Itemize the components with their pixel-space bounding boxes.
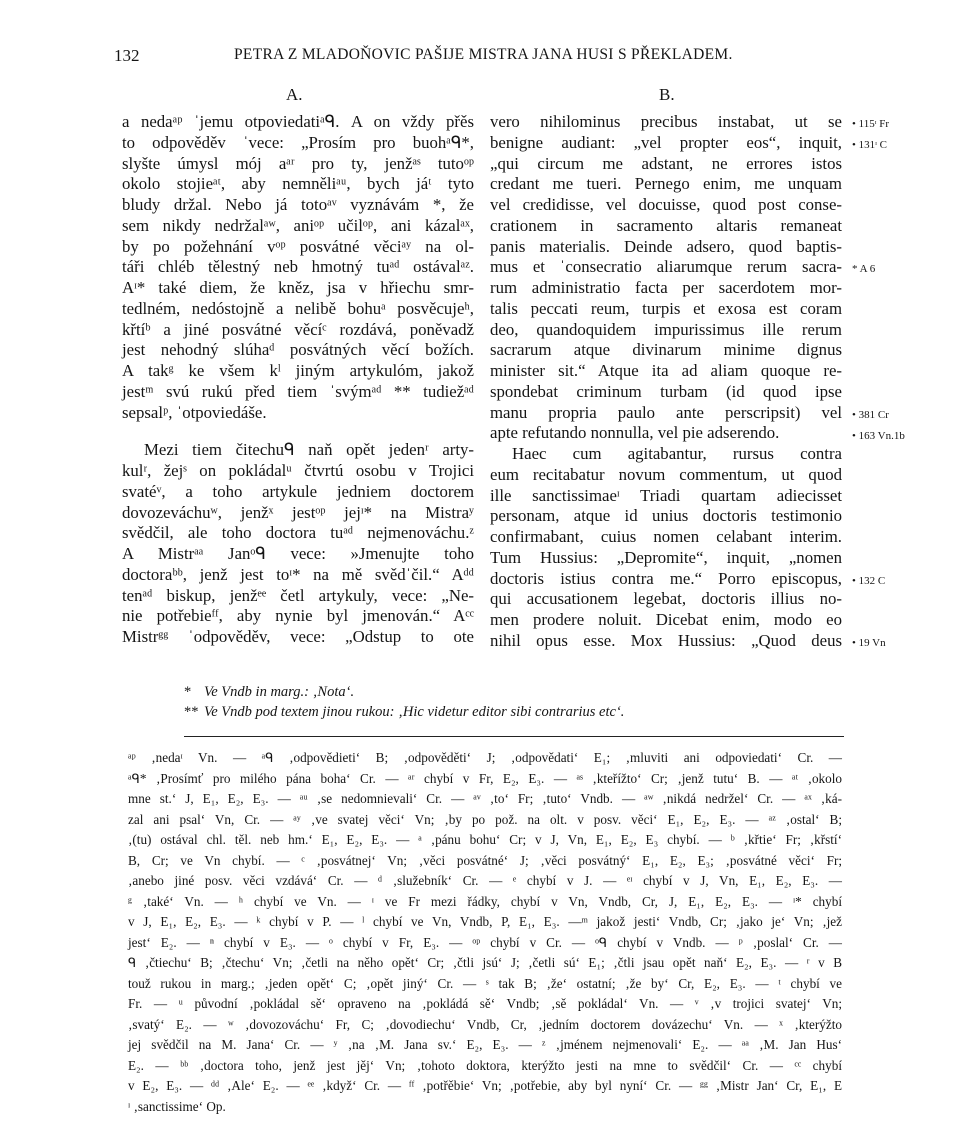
- text-line: okolo stojieᵃᵗ, aby nemněliᵃᵘ, bych jáᵗ tyto: [122, 174, 474, 194]
- critical-apparatus: [128, 748, 842, 1117]
- text-line: vero nihilominus precibus instabat, ut se: [490, 112, 842, 131]
- text-line: rum administratio facta per sacerdotem mor-: [490, 278, 842, 297]
- page-number: 132: [114, 46, 140, 65]
- apparatus-line: E₂. — ᵇᵇ ‚doctora toho, jenž jest jěj‘ Vn; ‚tohoto doktora, kterýžto jesti na mne to svědčil‘ Cr. — ᶜᶜ chybí: [128, 1057, 842, 1073]
- apparatus-line: ᶦ ‚sanctissime‘ Op.: [128, 1098, 226, 1114]
- text-line: eum recitabatur novum commentum, ut quod: [490, 464, 842, 484]
- text-line: A Mistrᵃᵃ Janᵒᑫ vece: »Jmenujte toho: [122, 544, 474, 563]
- text-line: to odpověděv ˈvece: „Prosím pro buohᵃᑫ*,: [122, 132, 474, 152]
- apparatus-line: B, Cr; ve Vn chybí. — ᶜ ‚posvátnej‘ Vn; ‚věci posvátné‘ J; ‚věci posvátný‘ E₁, E₂, E₃; ‚posvátné věci‘ Fr;: [128, 852, 842, 868]
- text-line: doctoris istius contra me.“ Porro episcopus,: [490, 568, 842, 588]
- text-line: slyšte úmysl mój aᵃʳ pro ty, jenžᵃˢ tutoᵒᵖ: [122, 153, 474, 173]
- text-line: A takᵍ ke všem kˡ jiným artykulóm, jakož: [122, 361, 474, 380]
- text-line: jestᵐ svú rukú před tiem ˈsvýmᵃᵈ ** tudiežᵃᵈ: [122, 381, 474, 401]
- text-line: Mistrᵍᵍ ˈodpověděv, vece: „Odstup to ote: [122, 627, 474, 646]
- text-line: nie potřebieᶠᶠ, aby nynie byl jmenován.“ Aᶜᶜ: [122, 606, 474, 626]
- text-line: doctoraᵇᵇ, jenž jest toᶦ* na mě svědˈčil.“ Aᵈᵈ: [122, 564, 474, 584]
- marginal-note: • 115ᶦ Fr: [852, 118, 890, 130]
- running-head: PETRA Z MLADOŇOVIC PAŠIJE MISTRA JANA HUSI S PŘEKLADEM.: [234, 46, 733, 63]
- text-line: Aᶦ* také diem, že kněz, jsa v hřiechu smr-: [122, 278, 474, 297]
- apparatus-line: ‚(tu) ostával chl. těl. neb hm.‘ E₁, E₂, E₃. — ᵃ ‚pánu bohu‘ Cr; v J, Vn, E₁, E₂, E₃ chybí. — ᵇ ‚křtie‘ Fr; ‚křstí‘: [128, 832, 842, 847]
- text-line: men prodere noluit. Dicebat enim, modo eo: [490, 610, 842, 629]
- apparatus-line: touž rukou in marg.; ‚jeden opět‘ C; ‚opět jiný‘ Cr. — ˢ tak B; ‚že‘ ostatní; ‚že by‘ Cr, E₂, E₃. — ᵗ chybí ve: [128, 975, 842, 991]
- column-a-label: A.: [286, 85, 303, 104]
- text-line: Mezi tiem čitechuᑫ naň opět jedenʳ arty-: [144, 440, 474, 460]
- text-line: spondebat criminum turbam (id quod ipse: [490, 381, 842, 401]
- column-b-latin-text: [490, 112, 842, 652]
- apparatus-line: jest‘ E₂. — ⁿ chybí v E₃. — ᵒ chybí v Fr, E₃. — ᵒᵖ chybí v Cr. — ᵒᑫ chybí v Vndb. — ᵖ ‚poslal‘ Cr. —: [128, 934, 842, 950]
- text-line: dovozeváchuʷ, jenžˣ jestᵒᵖ jejᶦ* na Mistraʸ: [122, 502, 474, 522]
- text-line: talis peccati reum, turpis et exosa est coram: [490, 298, 842, 318]
- text-line: personam, atque id unius doctoris testimonio: [490, 506, 842, 526]
- divider-rule: [184, 736, 844, 737]
- text-line: crationem in sacramento altaris remaneat: [490, 215, 842, 235]
- marginal-note: • 381 Cr: [852, 409, 889, 421]
- footnote-symbol: *: [184, 684, 192, 700]
- marginal-note: • 132 C: [852, 575, 886, 587]
- apparatus-line: mne st.‘ J, E₁, E₂, E₃. — ᵃᵘ ‚se nedomnievali‘ Cr. — ᵃᵛ ‚to‘ Fr; ‚tuto‘ Vndb. — ᵃʷ ‚nikdá nedržel‘ Cr. — ᵃˣ ‚ká-: [128, 791, 842, 806]
- apparatus-line: v E₂, E₃. — ᵈᵈ ‚Ale‘ E₂. — ᵉᵉ ‚když‘ Cr. — ᶠᶠ ‚potřěbie‘ Vn; ‚potřebie, aby byl nyní‘ Cr. — ᵍᵍ ‚Mistr Jan‘ Cr, E₁, E: [128, 1078, 842, 1093]
- marginal-note: • 19 Vn: [852, 637, 886, 649]
- text-line: Tum Hussius: „Depromite“, inquit, „nomen: [490, 547, 842, 567]
- marginal-note: • 163 Vn.1b: [852, 430, 905, 442]
- apparatus-line: ‚svatý‘ E₂. — ʷ ‚dovozováchu‘ Fr, C; ‚dovodiechu‘ Vndb, Cr, ‚jedním doctorem dovázechu‘ Vn. — ˣ ‚kterýžto: [128, 1016, 842, 1032]
- text-line: confirmabant, cuius nomen celabant interim.: [490, 527, 842, 546]
- text-line: benigne audiant: „vel propter eos“, inquit,: [490, 132, 842, 152]
- text-line: panis materialis. Deinde adsero, quod baptis-: [490, 236, 842, 256]
- apparatus-line: ᵃᑫ* ‚Prosímť pro milého pána boha‘ Cr. — ᵃʳ chybí v Fr, E₂, E₃. — ᵃˢ ‚kteřížto‘ Cr; ‚jenž tutu‘ B. — ᵃᵗ ‚okolo: [128, 770, 842, 786]
- paragraph-gap: [122, 423, 474, 440]
- text-line: „qui circum me adstant, ne errores istos: [490, 153, 842, 173]
- text-line: nihil opus esse. Mox Hussius: „Quod deus: [490, 630, 842, 650]
- text-line: minister sit.“ Atque ita ad aliam quoque re-: [490, 361, 842, 380]
- apparatus-line: v J, E₁, E₂, E₃. — ᵏ chybí v P. — ˡ chybí ve Vn, Vndb, P, E₁, E₃. —ᵐ jakož jesti‘ Vndb, Cr; ‚jako je‘ Vn; ‚jež: [128, 914, 842, 929]
- page-header: [114, 46, 894, 70]
- text-line: mus et ˈconsecratio aliarumque rerum sacra-: [490, 257, 842, 277]
- text-line: ille sanctissimaeᶦ Triadi quartam adiecisset: [490, 485, 842, 505]
- text-line: sepsalᵖ, ˈotpoviedáše.: [122, 402, 267, 422]
- footnote-1: [184, 684, 354, 701]
- footnote-text: Ve Vndb in marg.: ‚Nota‘.: [204, 684, 355, 700]
- text-line: tedlném, nedóstojně a nelibě bohuᵃ posvěcujeʰ,: [122, 298, 474, 318]
- apparatus-line: Fr. — ᵘ původní ‚pokládal sě‘ opraveno na ‚pokládá sě‘ Vndb; ‚sě pokládal‘ Vn. — ᵛ ‚v trojici svatej‘ Vn;: [128, 996, 842, 1011]
- column-b-label: B.: [659, 85, 675, 104]
- text-line: apte refutando nonnulla, vel pie adserendo.: [490, 423, 780, 443]
- apparatus-line: ᵍ ‚také‘ Vn. — ʰ chybí ve Vn. — ᶦ ve Fr mezi řádky, chybí v Vn, Vndb, Cr, J, E₁, E₂, E₃. — ᶦ* chybí: [128, 893, 842, 909]
- text-line: táři chléb tělestný neb hmotný tuᵃᵈ ostávalᵃᶻ.: [122, 257, 474, 277]
- text-line: by po požehnání vᵒᵖ posvátné věciᵃʸ na ol-: [122, 236, 474, 256]
- text-line: jest nehodný slúhaᵈ posvátných věcí božích.: [122, 340, 474, 360]
- apparatus-line: ᑫ ‚čtiechu‘ B; ‚čtechu‘ Vn; ‚četli na něho opět‘ Cr; ‚čtli jsú‘ J; ‚četli sú‘ E₁; ‚čtli jsau opět naň‘ E₂, E₃. — ʳ v B: [128, 955, 842, 970]
- footnote-text: Ve Vndb pod textem jinou rukou: ‚Hic videtur editor sibi contrarius etc‘.: [204, 704, 625, 720]
- text-line: manu propria paulo ante perscripsit) vel: [490, 402, 842, 422]
- marginal-note: * A 6: [852, 263, 876, 275]
- apparatus-line: jej svědčil na M. Jana‘ Cr. — ʸ ‚na ‚M. Jana sv.‘ E₂, E₃. — ᶻ ‚jménem nejmenovali‘ E₂. — ᵃᵃ ‚M. Jan Hus‘: [128, 1037, 842, 1052]
- text-line: qui accusationem legebat, doctoris illius no-: [490, 589, 842, 609]
- text-line: svatéᵛ, a toho artykule jedniem doctorem: [122, 481, 474, 501]
- text-line: sacrarum atque divinarum minime dignus: [490, 340, 842, 360]
- text-line: sem nikdy nedržalᵃʷ, aniᵒᵖ učilᵒᵖ, ani kázalᵃˣ,: [122, 215, 474, 235]
- text-line: a nedaᵃᵖ ˈjemu otpoviedatiᵃᑫ. A on vždy přěs: [122, 112, 474, 131]
- marginal-note: • 131ᶦ C: [852, 139, 887, 151]
- text-line: svědčil, ale toho doctora tuᵃᵈ nejmenováchu.ᶻ: [122, 523, 474, 543]
- text-line: bludy držal. Nebo já totoᵃᵛ vyznávám *, že: [122, 195, 474, 214]
- text-line: kulʳ, žejˢ on pokládalᵘ čtvrtú osobu v Trojici: [122, 461, 474, 480]
- text-line: tenᵃᵈ biskup, jenžᵉᵉ četl artykuly, vece: „Ne-: [122, 585, 474, 605]
- text-line: credant me tueri. Pernego enim, me unquam: [490, 174, 842, 194]
- apparatus-line: ᵃᵖ ‚nedaᶦ Vn. — ᵃᑫ ‚odpovědieti‘ B; ‚odpověděti‘ J; ‚odpovědati‘ E₁; ‚mluviti ani odpoviedati‘ Cr. —: [128, 750, 842, 765]
- footnote-symbol: **: [184, 704, 199, 720]
- text-line: vel credidisse, vel docuisse, quod post conse-: [490, 195, 842, 214]
- text-line: deo, quandoquidem impurissimus ille rerum: [490, 319, 842, 339]
- footnote-2: [184, 704, 624, 721]
- apparatus-line: zal ani psal‘ Vn, Cr. — ᵃʸ ‚ve svatej věci‘ Vn; ‚by po pož. na olt. v posv. věci‘ E₁, E₂, E₃. — ᵃᶻ ‚ostal‘ B;: [128, 811, 842, 827]
- column-a-czech-text: [122, 112, 474, 648]
- text-line: Haec cum agitabantur, rursus contra: [512, 444, 842, 463]
- apparatus-line: ‚anebo jiné posv. věci vzdává‘ Cr. — ᵈ ‚služebník‘ Cr. — ᵉ chybí v J. — ᵉᶦ chybí v J, Vn, E₁, E₂, E₃. —: [128, 873, 842, 888]
- text-line: křtíᵇ a jiné posvátné věcíᶜ rozdává, poněvadž: [122, 319, 474, 339]
